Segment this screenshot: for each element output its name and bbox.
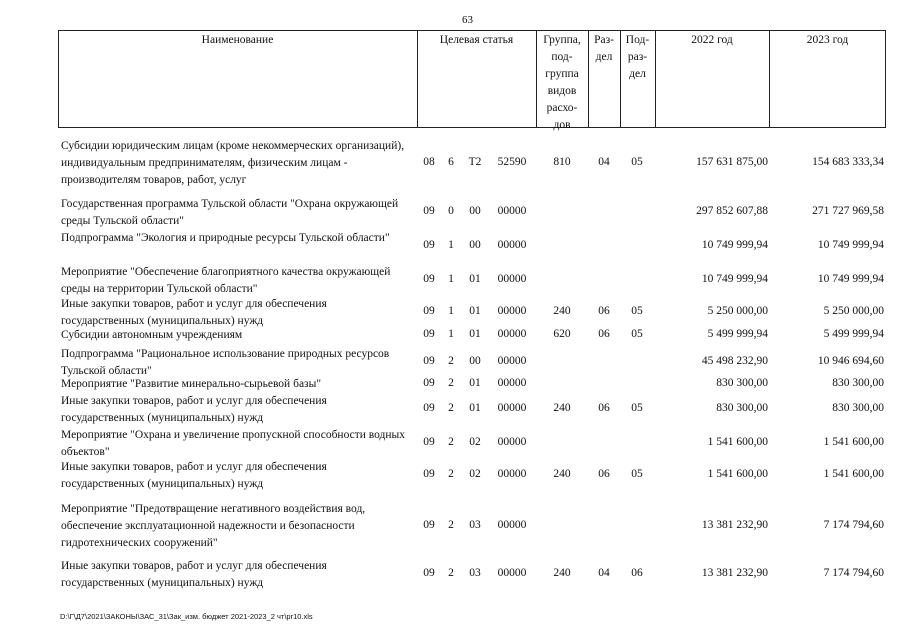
header-group: [536, 32, 588, 134]
header-group-line: дов: [553, 119, 571, 131]
row-a1: 09: [423, 567, 435, 579]
row-y23: 10 946 694,60: [817, 355, 884, 367]
row-y23: 5 250 000,00: [823, 305, 884, 317]
table-row: [0, 230, 905, 264]
row-a1: 09: [423, 273, 435, 285]
row-y22: 10 749 999,94: [701, 239, 768, 251]
row-y23: 7 174 794,60: [823, 518, 884, 531]
row-grp: 240: [553, 402, 571, 414]
row-a2: 2: [448, 402, 454, 414]
header-podrazdel-line: дел: [629, 68, 646, 80]
row-name: Иные закупки товаров, работ и услуг для обеспечения государственных (муниципальных) нужд: [61, 298, 327, 327]
row-a4: 00000: [497, 327, 527, 340]
row-name: Иные закупки товаров, работ и услуг для обеспечения государственных (муниципальных) нужд: [61, 395, 327, 424]
row-name: Мероприятие "Обеспечение благоприятного качества окружающей среды на территории Тульской области": [61, 266, 391, 295]
row-a2: 0: [448, 205, 454, 217]
row-grp: 240: [553, 567, 571, 579]
row-grp: 240: [553, 305, 571, 317]
row-grp: 240: [553, 468, 571, 480]
header-podrazdel-line: Под-: [625, 34, 650, 46]
row-pod: 06: [631, 567, 643, 579]
row-razd: 06: [598, 468, 610, 480]
row-a1: 09: [423, 327, 435, 340]
row-y23: 1 541 600,00: [823, 436, 884, 448]
header-name: Наименование: [201, 34, 274, 46]
row-a1: 09: [423, 239, 435, 251]
row-y23: 5 499 999,94: [823, 327, 884, 340]
row-name: Мероприятие "Развитие минерально-сырьевой базы": [61, 378, 322, 390]
header-target: Целевая статья: [439, 34, 514, 46]
row-y23: 154 683 333,34: [812, 155, 884, 168]
row-a1: 09: [423, 402, 435, 414]
row-a4: 00000: [497, 402, 527, 414]
row-y22: 5 499 999,94: [707, 327, 768, 340]
table-row: [0, 196, 905, 230]
row-a3: 01: [469, 376, 481, 389]
row-a3: 01: [469, 327, 481, 340]
row-pod: 05: [631, 402, 643, 414]
row-a2: 2: [448, 355, 454, 367]
header-podrazdel-line: раз-: [627, 51, 648, 63]
row-a4: 00000: [497, 305, 527, 317]
table-row: [0, 264, 905, 298]
row-y23: 830 300,00: [832, 402, 884, 414]
table-row: [0, 138, 905, 189]
row-a3: T2: [468, 155, 482, 168]
row-a2: 2: [448, 518, 454, 531]
row-a3: 03: [469, 518, 481, 531]
row-y22: 157 631 875,00: [696, 155, 768, 168]
row-y23: 7 174 794,60: [823, 567, 884, 579]
row-y23: 271 727 969,58: [812, 205, 884, 217]
row-name: Государственная программа Тульской области "Охрана окружающей среды Тульской области": [61, 198, 399, 227]
header-razdel-line: Раз-: [594, 34, 614, 46]
row-razd: 06: [598, 327, 610, 340]
row-a3: 02: [469, 436, 481, 448]
row-a2: 2: [448, 376, 454, 389]
file-path-footer: D:\Г\Д7\2021\ЗАКОНЫ\ЗАС_31\Зак_изм. бюджет 2021-2023_2 чт\pr10.xls: [60, 612, 313, 621]
table-row: [0, 501, 905, 552]
row-grp: 810: [553, 155, 571, 168]
row-y22: 10 749 999,94: [701, 273, 768, 285]
header-group-line: группа: [545, 68, 579, 80]
row-a4: 52590: [497, 155, 527, 168]
row-y23: 1 541 600,00: [823, 468, 884, 480]
header-group-line: Группа,: [543, 34, 581, 46]
row-a2: 2: [448, 567, 454, 579]
row-a2: 1: [448, 273, 454, 285]
row-name: Субсидии юридическим лицам (кроме некоммерческих организаций), индивидуальным предпринимателям, физическим лицам - производителям товаров, работ, услуг: [61, 140, 405, 186]
row-a3: 03: [469, 567, 481, 579]
row-y22: 5 250 000,00: [707, 305, 768, 317]
row-a3: 02: [469, 468, 481, 480]
row-a4: 00000: [497, 355, 527, 367]
header-podrazdel: [620, 32, 655, 83]
table-row: [0, 393, 905, 427]
row-y22: 830 300,00: [716, 376, 768, 389]
row-a3: 01: [469, 402, 481, 414]
row-a1: 09: [423, 468, 435, 480]
row-a4: 00000: [497, 376, 527, 389]
row-a4: 00000: [497, 436, 527, 448]
row-name: Мероприятие "Охрана и увеличение пропускной способности водных объектов": [61, 429, 406, 458]
table-row: [0, 558, 905, 592]
row-y23: 10 749 999,94: [817, 273, 884, 285]
row-razd: 06: [598, 402, 610, 414]
page-number: 63: [462, 14, 473, 26]
table-row: [0, 427, 905, 461]
row-name: Подпрограмма "Экология и природные ресурсы Тульской области": [61, 232, 390, 244]
row-y22: 1 541 600,00: [707, 436, 768, 448]
row-a2: 1: [448, 327, 454, 340]
row-a2: 2: [448, 436, 454, 448]
table-row: [0, 296, 905, 330]
row-a1: 09: [423, 305, 435, 317]
row-a2: 1: [448, 239, 454, 251]
table-row: [0, 346, 905, 380]
row-a1: 09: [423, 518, 435, 531]
row-a1: 08: [423, 155, 435, 168]
row-name: Иные закупки товаров, работ и услуг для обеспечения государственных (муниципальных) нужд: [61, 461, 327, 490]
row-razd: 04: [598, 567, 610, 579]
row-a2: 6: [448, 155, 454, 168]
header-group-line: под-: [551, 51, 573, 63]
row-a3: 00: [469, 239, 481, 251]
header-razdel: [588, 32, 620, 66]
row-y23: 10 749 999,94: [817, 239, 884, 251]
table-row: [0, 327, 905, 344]
row-a3: 00: [469, 355, 481, 367]
row-a1: 09: [423, 376, 435, 389]
row-name: Иные закупки товаров, работ и услуг для обеспечения государственных (муниципальных) нужд: [61, 560, 327, 589]
row-a2: 2: [448, 468, 454, 480]
header-2022: 2022 год: [691, 34, 733, 46]
row-y22: 45 498 232,90: [701, 355, 768, 367]
row-a4: 00000: [497, 468, 527, 480]
row-a2: 1: [448, 305, 454, 317]
row-name: Подпрограмма "Рациональное использование природных ресурсов Тульской области": [61, 348, 390, 377]
row-pod: 05: [631, 155, 643, 168]
row-y22: 13 381 232,90: [701, 518, 768, 531]
row-name: Субсидии автономным учреждениям: [61, 329, 243, 341]
header-group-line: расхо-: [546, 102, 578, 114]
row-a3: 00: [469, 205, 481, 217]
row-pod: 05: [631, 305, 643, 317]
row-a4: 00000: [497, 273, 527, 285]
row-pod: 05: [631, 468, 643, 480]
header-group-line: видов: [547, 85, 577, 97]
table-row: [0, 459, 905, 493]
row-a4: 00000: [497, 518, 527, 531]
table-row: [0, 376, 905, 393]
row-a4: 00000: [497, 567, 527, 579]
row-y22: 830 300,00: [716, 402, 768, 414]
row-grp: 620: [553, 327, 571, 340]
row-razd: 04: [598, 155, 610, 168]
row-pod: 05: [631, 327, 643, 340]
row-y23: 830 300,00: [832, 376, 884, 389]
row-a1: 09: [423, 205, 435, 217]
row-y22: 297 852 607,88: [696, 205, 768, 217]
row-razd: 06: [598, 305, 610, 317]
row-a3: 01: [469, 305, 481, 317]
row-a1: 09: [423, 436, 435, 448]
row-a1: 09: [423, 355, 435, 367]
row-a4: 00000: [497, 205, 527, 217]
header-2023: 2023 год: [806, 34, 849, 46]
row-y22: 13 381 232,90: [701, 567, 768, 579]
header-razdel-line: дел: [595, 51, 613, 63]
row-a3: 01: [469, 273, 481, 285]
row-name: Мероприятие "Предотвращение негативного воздействия вод, обеспечение эксплуатационной надежности и безопасности гидротехнических сооружений": [61, 503, 366, 549]
row-a4: 00000: [497, 239, 527, 251]
row-y22: 1 541 600,00: [707, 468, 768, 480]
